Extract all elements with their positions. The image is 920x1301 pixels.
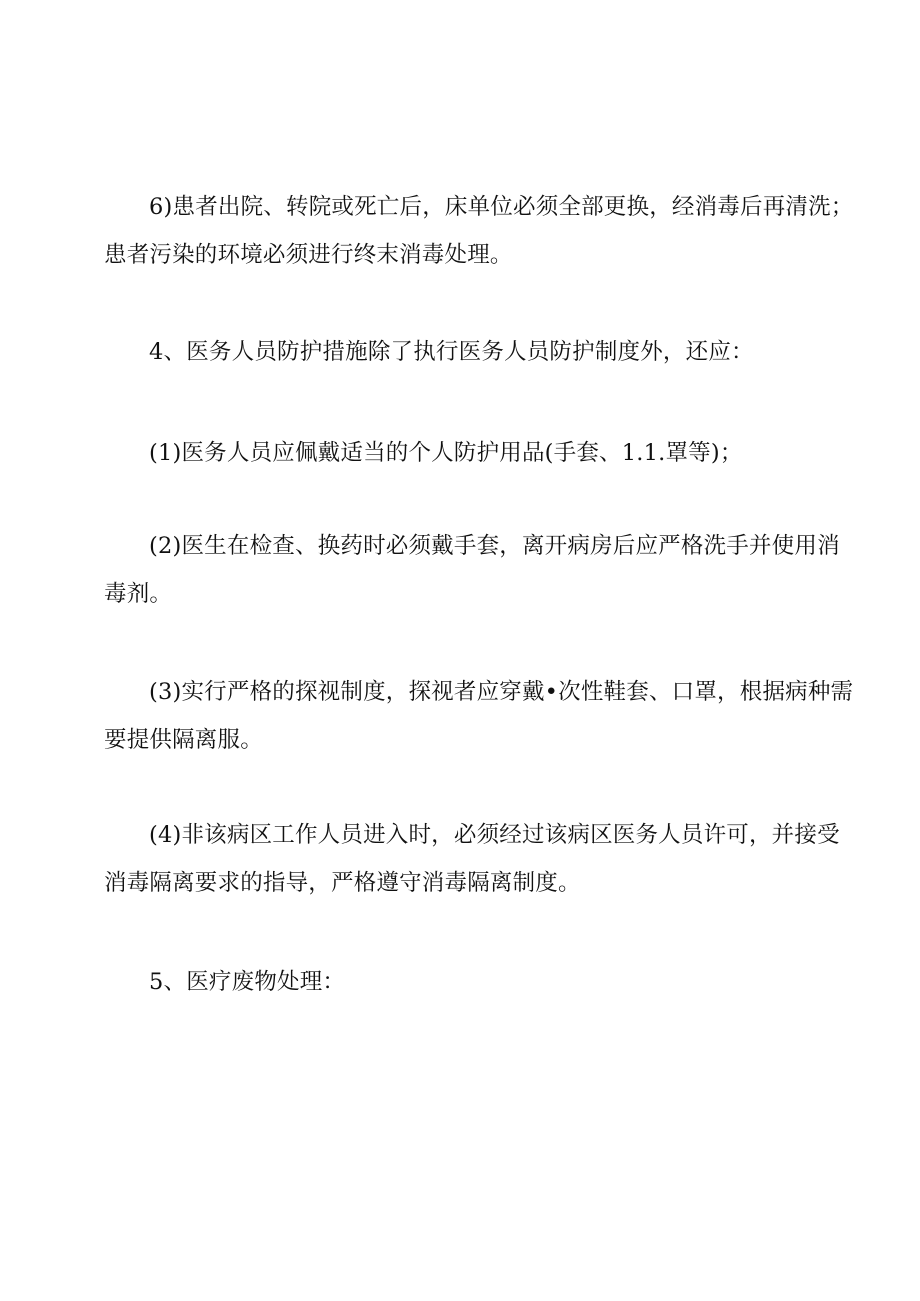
paragraph-line: (3)实行严格的探视制度，探视者应穿戴•次性鞋套、口罩，根据病种需 bbox=[149, 679, 854, 705]
paragraph-line: 毒剂。 bbox=[104, 581, 173, 607]
paragraph-line: (2)医生在检查、换药时必须戴手套，离开病房后应严格洗手并使用消 bbox=[149, 533, 840, 559]
paragraph-line: 患者污染的环境必须进行终末消毒处理。 bbox=[104, 242, 513, 268]
paragraph-line: (1)医务人员应佩戴适当的个人防护用品(手套、1.1.罩等)； bbox=[149, 440, 743, 466]
section-heading-staff-protection bbox=[104, 328, 824, 376]
paragraph-protective-equipment bbox=[104, 429, 824, 477]
paragraph-line: 4、医务人员防护措施除了执行医务人员防护制度外，还应： bbox=[149, 339, 754, 365]
paragraph-visiting-rules bbox=[104, 668, 854, 764]
paragraph-non-ward-staff bbox=[104, 811, 840, 907]
paragraph-line: 6)患者出院、转院或死亡后，床单位必须全部更换，经消毒后再清洗； bbox=[149, 194, 854, 220]
paragraph-line: (4)非该病区工作人员进入时，必须经过该病区医务人员许可，并接受 bbox=[149, 822, 840, 848]
paragraph-line: 消毒隔离要求的指导，严格遵守消毒隔离制度。 bbox=[104, 870, 581, 896]
section-heading-medical-waste bbox=[104, 958, 824, 1006]
paragraph-discharge-disinfection bbox=[104, 183, 854, 279]
paragraph-line: 5、医疗废物处理： bbox=[149, 969, 346, 995]
paragraph-line: 要提供隔离服。 bbox=[104, 727, 263, 753]
paragraph-doctor-gloves bbox=[104, 522, 840, 618]
